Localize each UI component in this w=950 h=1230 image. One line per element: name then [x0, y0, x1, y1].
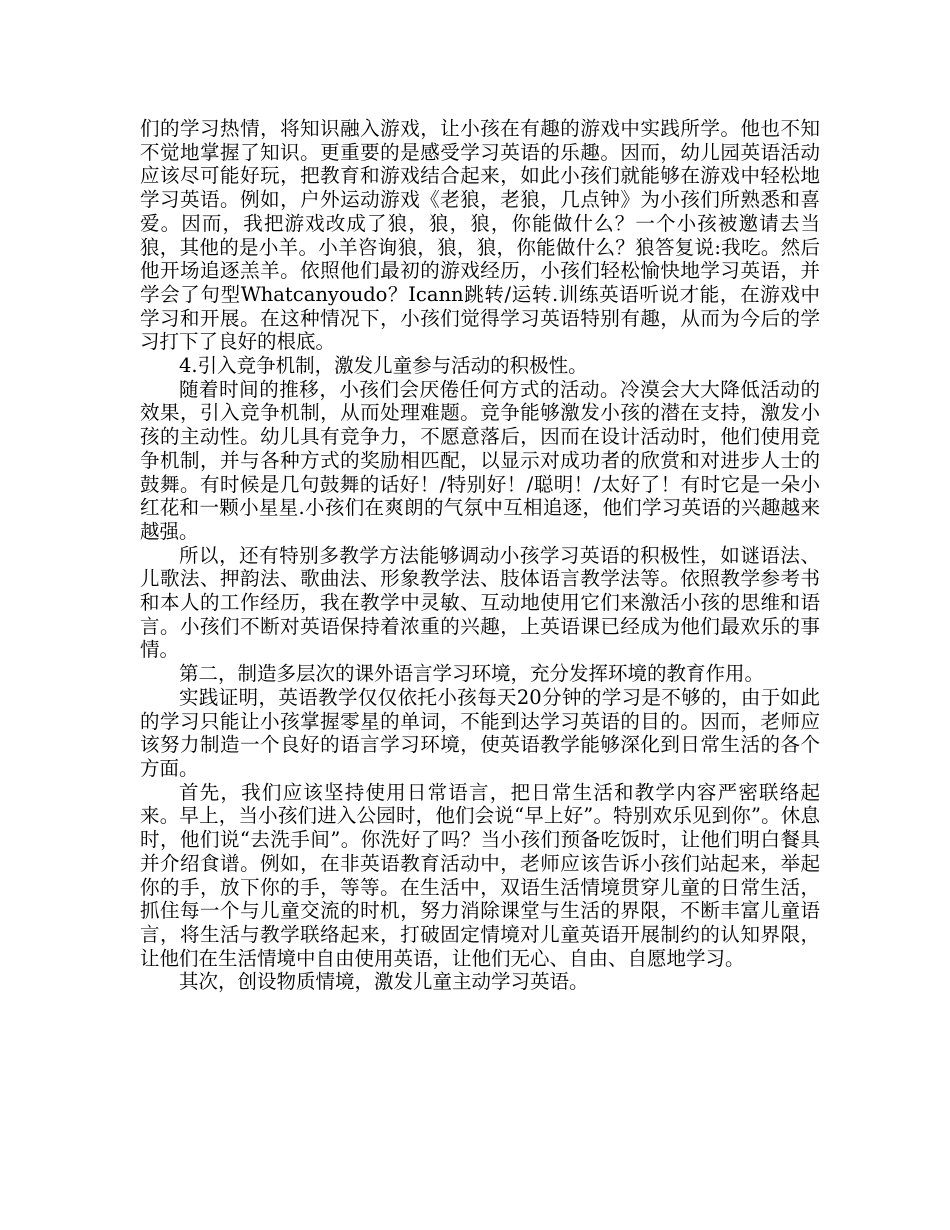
paragraph-3: 随着时间的推移，小孩们会厌倦任何方式的活动。冷漠会大大降低活动的效果，引入竞争机制，从而处理难题。竞争能够激发小孩的潜在支持，激发小孩的主动性。幼儿具有竞争力，不愿意落后，因而在设计活动时，他们使用竞争机制，并与各种方式的奖励相匹配，以显示对成功者的欣赏和对进步人士的鼓舞。有时候是几句鼓舞的话好！/特别好！/聪明！/太好了！有时它是一朵小红花和一颗小星星.小孩们在爽朗的气氛中互相追逐，他们学习英语的兴趣越来越强。 — [140, 377, 820, 543]
paragraph-7: 首先，我们应该坚持使用日常语言，把日常生活和教学内容严密联络起来。早上，当小孩们进入公园时，他们会说“早上好”。特别欢乐见到你”。休息时，他们说“去洗手间”。你洗好了吗？当小孩们预备吃饭时，让他们明白餐具并介绍食谱。例如，在非英语教育活动中，老师应该告诉小孩们站起来，举起你的手，放下你的手，等等。在生活中，双语生活情境贯穿儿童的日常生活，抓住每一个与儿童交流的时机，努力消除课堂与生活的界限，不断丰富儿童语言，将生活与教学联络起来，打破固定情境对儿童英语开展制约的认知界限，让他们在生活情境中自由使用英语，让他们无心、自由、自愿地学习。 — [140, 780, 820, 970]
body-text — [140, 117, 820, 994]
paragraph-4: 所以，还有特别多教学方法能够调动小孩学习英语的积极性，如谜语法、儿歌法、押韵法、歌曲法、形象教学法、肢体语言教学法等。依照教学参考书和本人的工作经历，我在教学中灵敏、互动地使用它们来激活小孩的思维和语言。小孩们不断对英语保持着浓重的兴趣，上英语课已经成为他们最欢乐的事情。 — [140, 543, 820, 662]
paragraph-5-heading: 第二，制造多层次的课外语言学习环境，充分发挥环境的教育作用。 — [179, 662, 765, 686]
paragraph-1: 们的学习热情，将知识融入游戏，让小孩在有趣的游戏中实践所学。他也不知不觉地掌握了知识。更重要的是感受学习英语的乐趣。因而，幼儿园英语活动应该尽可能好玩，把教育和游戏结合起来，如此小孩们就能够在游戏中轻松地学习英语。例如，户外运动游戏《老狼，老狼，几点钟》为小孩们所熟悉和喜爱。因而，我把游戏改成了狼，狼，狼，你能做什么？一个小孩被邀请去当狼，其他的是小羊。小羊咨询狼，狼，狼，你能做什么？狼答复说:我吃。然后他开场追逐羔羊。依照他们最初的游戏经历，小孩们轻松愉快地学习英语，并学会了句型Whatcanyoudo？Icann跳转/运转.训练英语听说才能，在游戏中学习和开展。在这种情况下，小孩们觉得学习英语特别有趣，从而为今后的学习打下了良好的根底。 — [140, 117, 820, 354]
paragraph-8: 其次，创设物质情境，激发儿童主动学习英语。 — [179, 970, 589, 994]
paragraph-6: 实践证明，英语教学仅仅依托小孩每天20分钟的学习是不够的，由于如此的学习只能让小孩掌握零星的单词，不能到达学习英语的目的。因而，老师应该努力制造一个良好的语言学习环境，使英语教学能够深化到日常生活的各个方面。 — [140, 685, 820, 780]
paragraph-2-heading: 4.引入竞争机制，激发儿童参与活动的积极性。 — [179, 354, 588, 378]
